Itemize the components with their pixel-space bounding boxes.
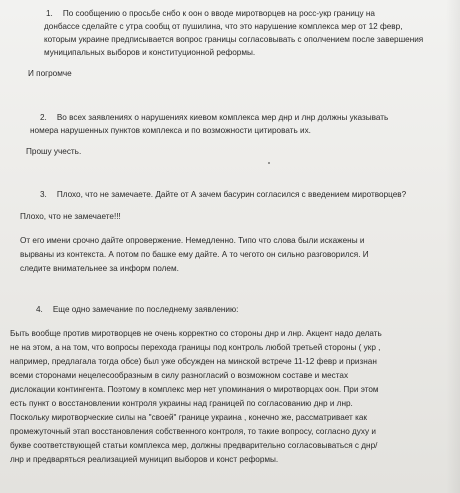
item-2-note: Прошу учесть.: [26, 147, 82, 156]
item-4-body-8: промежуточный этап восстановления собственного контроля, то такие вопросу, согласно духу и: [10, 427, 376, 436]
item-1-line-3: которым украине предписывается вопрос границы согласовывать с ополчением после завершения: [44, 35, 424, 44]
speck-mark: [268, 162, 270, 164]
item-1-line-2: донбассе сделайте с утра сообщ от пушилина, что это нарушение комплекса мер от 12 февр,: [44, 22, 403, 31]
item-3-line-1-text: Плохо, что не замечаете. Дайте от А зачем басурин согласился с введением миротворцев?: [56, 190, 407, 199]
item-2-number: 2.: [40, 113, 47, 122]
item-4-body-4: всеми сторонами нецелесообразным в силу разногласий о возможном составе и местах: [10, 371, 349, 380]
item-4-line-1: [36, 304, 238, 317]
item-1-number: 1.: [46, 9, 53, 18]
item-1-line-4: муниципальных выборов и конституционной реформы.: [44, 48, 256, 57]
item-2-line-1-text: Во всех заявлениях о нарушениях киевом комплекса мер днр и лнр должны указывать: [56, 113, 389, 122]
item-2-line-2: номера нарушенных пунктов комплекса и по возможности цитировать их.: [30, 126, 311, 135]
item-3-number: 3.: [40, 190, 47, 199]
item-4-number: 4.: [36, 305, 43, 314]
item-3-note: Плохо, что не замечаете!!!: [20, 212, 121, 221]
item-3-body-1: От его имени срочно дайте опровержение. Немедленно. Типо что слова были искажены и: [20, 236, 365, 245]
item-3-line-1: [40, 189, 406, 202]
item-4-body-3: например, предлагала тогда обсе) был уже обсужден на минской встрече 11-12 февр и признан: [10, 357, 377, 366]
item-1-text: [46, 8, 456, 21]
paper-edge-shadow: [446, 0, 460, 493]
item-1-line-1: По сообщению о просьбе снбо к оон о вводе миротворцев на росс-укр границу на: [62, 9, 375, 18]
item-3-body-2: вырваны из контекста. А потом по башке ему дайте. А то чегото он сильно разговорился. И: [20, 250, 369, 259]
item-3-body-3: следите внимательнее за информ полем.: [20, 264, 179, 273]
item-4-body-5: дислокации контингента. Поэтому в комплекс мер нет упоминания о миротворцах оон. При этом: [10, 385, 379, 394]
item-4-body-10: лнр и предваряться реализацией муницип выборов и конст реформы.: [10, 455, 279, 464]
item-2-line-1: [40, 112, 388, 125]
item-4-body-1: Быть вообще против миротворцев не очень корректно со стороны днр и лнр. Акцент надо делать: [10, 329, 382, 338]
item-4-body-9: букве соответствующей статьи комплекса мер, должны предварительно согласовываться с днр/: [10, 441, 378, 450]
item-1-note: И погромче: [28, 69, 72, 78]
item-4-line-1-text: Еще одно замечание по последнему заявлению:: [52, 305, 239, 314]
item-4-body-6: есть пункт о восстановлении контроля украины над границей по согласованию днр и лнр.: [10, 399, 353, 408]
item-4-body-7: Поскольку миротворческие силы на "своей" границе украина , конечно же, рассматривает как: [10, 413, 367, 422]
item-4-body-2: не на этом, а на том, что вопросы перехода границы под контроль любой третьей стороны ( укр ,: [10, 343, 381, 352]
